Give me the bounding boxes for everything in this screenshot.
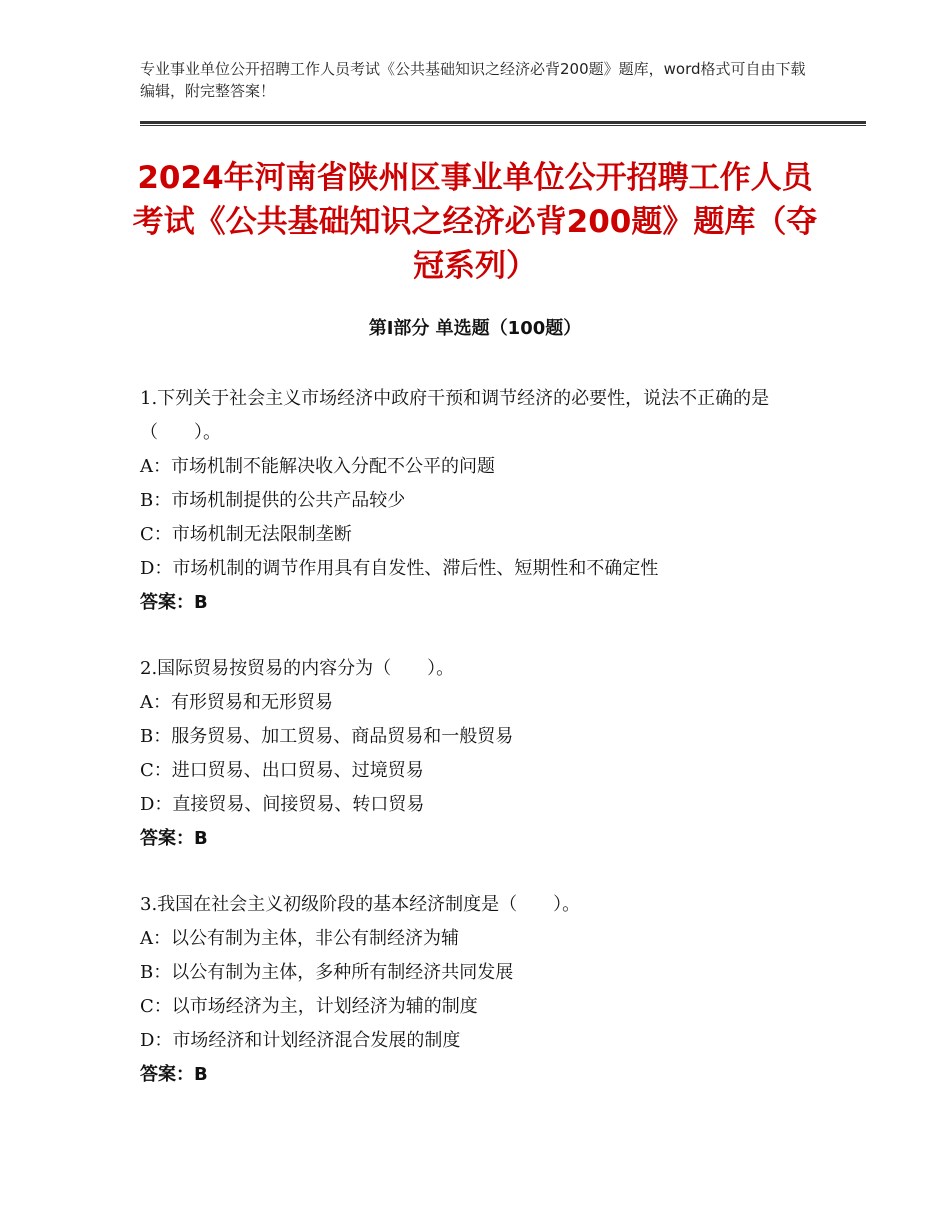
answer-line: 答案：B	[140, 1064, 208, 1085]
option-d: D：直接贸易、间接贸易、转口贸易	[140, 794, 425, 815]
option-b: B：服务贸易、加工贸易、商品贸易和一般贸易	[140, 726, 514, 747]
question-1	[140, 382, 830, 620]
option-a: A：市场机制不能解决收入分配不公平的问题	[140, 456, 495, 477]
question-stem: 2.国际贸易按贸易的内容分为（ ）。	[140, 658, 455, 679]
option-d: D：市场机制的调节作用具有自发性、滞后性、短期性和不确定性	[140, 558, 659, 579]
question-3	[140, 888, 830, 1092]
document-title: 2024年河南省陕州区事业单位公开招聘工作人员考试《公共基础知识之经济必背200题》题库（夺冠系列）	[132, 160, 818, 284]
question-stem: 1.下列关于社会主义市场经济中政府干预和调节经济的必要性，说法不正确的是（ ）。	[140, 388, 770, 443]
option-c: C：市场机制无法限制垄断	[140, 524, 352, 545]
option-b: B：以公有制为主体，多种所有制经济共同发展	[140, 962, 514, 983]
option-c: C：进口贸易、出口贸易、过境贸易	[140, 760, 424, 781]
section-title: 第Ⅰ部分 单选题（100题）	[368, 318, 582, 339]
option-a: A：有形贸易和无形贸易	[140, 692, 333, 713]
question-list	[140, 382, 830, 1124]
option-c: C：以市场经济为主，计划经济为辅的制度	[140, 996, 478, 1017]
answer-line: 答案：B	[140, 592, 208, 613]
option-a: A：以公有制为主体，非公有制经济为辅	[140, 928, 459, 949]
question-2	[140, 652, 830, 856]
question-stem: 3.我国在社会主义初级阶段的基本经济制度是（ ）。	[140, 894, 581, 915]
option-d: D：市场经济和计划经济混合发展的制度	[140, 1030, 461, 1051]
option-b: B：市场机制提供的公共产品较少	[140, 490, 406, 511]
header-note: 专业事业单位公开招聘工作人员考试《公共基础知识之经济必背200题》题库，word格式可自由下载编辑，附完整答案！	[140, 60, 806, 100]
answer-line: 答案：B	[140, 828, 208, 849]
header-divider	[140, 121, 866, 126]
